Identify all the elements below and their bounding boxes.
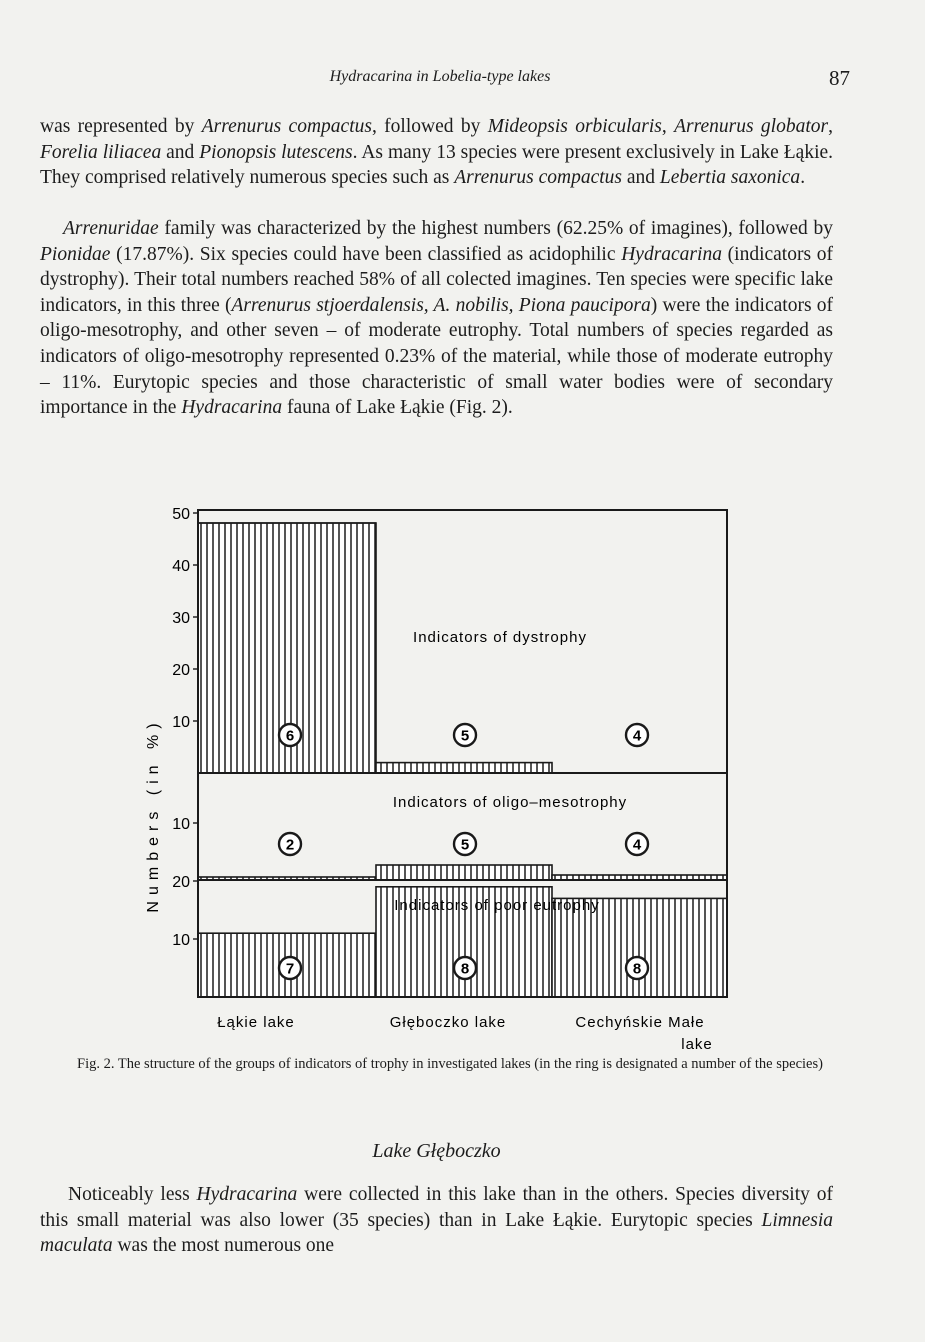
- italic-term: Pionopsis lutescens: [199, 141, 353, 163]
- body-paragraph-3: [40, 1182, 833, 1259]
- y-axis-title: Numbers (in %): [145, 717, 162, 913]
- text-run: ,: [661, 116, 675, 137]
- italic-term: Hydracarina: [621, 243, 722, 265]
- text-run: ) were the indicators of oligo-mesotrophy, and other seven – of moderate eutrophy. Total numbers of species regarded as indicators of oligo-mesotrophy represented 0.23% of the material, while those of moderate eutrophy – 11%. Eurytopic species and those characteristic of small water bodies were of secondary importance in the: [40, 294, 834, 419]
- text-run: was the most numerous one: [112, 1235, 335, 1257]
- text-run: ,: [828, 116, 833, 137]
- italic-term: Mideopsis orbicularis: [487, 116, 662, 137]
- species-count-label: 5: [460, 836, 470, 854]
- italic-term: Forelia liliacea: [40, 141, 162, 163]
- category-label-cont: lake: [681, 1036, 713, 1053]
- species-count-label: 7: [285, 960, 295, 978]
- category-label: Łąkie lake: [217, 1014, 295, 1031]
- category-label: Cechyńskie Małe: [575, 1014, 705, 1031]
- y-tick-label: 40: [172, 558, 190, 575]
- text-run: .: [800, 167, 806, 189]
- italic-term: Arrenurus globator: [674, 116, 829, 137]
- italic-term: Arrenuridae: [63, 218, 159, 239]
- bar-0-1: [376, 763, 552, 773]
- species-count-label: 4: [632, 727, 642, 745]
- y-tick-label: 20: [172, 662, 190, 679]
- italic-term: Pionidae: [40, 243, 111, 265]
- panel-label: Indicators of dystrophy: [413, 629, 587, 646]
- text-run: . As many 13 species were present exclusively in Lake Łąkie. They comprised relatively numerous species such as: [40, 141, 834, 189]
- species-count-label: 8: [460, 960, 470, 978]
- y-tick-label: 30: [172, 610, 190, 627]
- italic-term: Arrenurus compactus: [454, 167, 622, 189]
- panel-label: Indicators of oligo–mesotrophy: [392, 794, 628, 811]
- italic-term: Arrenurus stjoerdalensis, A. nobilis, Piona paucipora: [231, 294, 651, 316]
- species-count-label: 5: [460, 727, 470, 745]
- italic-term: Arrenurus compactus: [201, 116, 372, 137]
- running-title: Hydracarina in Lobelia-type lakes: [329, 68, 551, 85]
- y-tick-label: 20: [172, 874, 190, 891]
- text-run: family was characterized by the highest numbers (62.25% of imagines), followed by: [158, 218, 833, 239]
- text-run: and: [622, 167, 660, 189]
- italic-term: Lebertia saxonica: [659, 167, 801, 189]
- category-label: Głęboczko lake: [389, 1014, 507, 1031]
- italic-term: Hydracarina: [181, 397, 283, 419]
- text-run: fauna of Lake Łąkie (Fig. 2).: [282, 397, 513, 419]
- panel-label: Indicators of poor eutrophy: [394, 897, 600, 914]
- text-run: was represented by: [40, 116, 202, 137]
- y-tick-label: 50: [172, 506, 190, 523]
- y-tick-label: 10: [172, 932, 190, 949]
- species-count-label: 6: [285, 727, 295, 745]
- text-run: Noticeably less: [68, 1184, 197, 1205]
- bar-1-1: [376, 865, 552, 880]
- section-heading: Lake Głęboczko: [372, 1140, 501, 1162]
- italic-term: Limnesia maculata: [40, 1209, 833, 1257]
- text-run: and: [161, 141, 200, 163]
- text-run: were collected in this lake than in the others. Species diversity of this small material was also lower (35 species) than in Lake Łąkie. Eurytopic species: [40, 1184, 833, 1231]
- species-count-label: 2: [285, 836, 295, 854]
- species-count-label: 4: [632, 836, 642, 854]
- text-run: (17.87%). Six species could have been classified as acidophilic: [110, 243, 622, 265]
- species-count-label: 8: [632, 960, 642, 978]
- text-run: (indicators of dystrophy). Their total numbers reached 58% of all colected imagines. Ten species were specific lake indicators, in this three (: [40, 243, 833, 316]
- italic-term: Hydracarina: [196, 1184, 298, 1205]
- page-number: 87: [829, 66, 850, 90]
- y-tick-label: 10: [172, 816, 190, 833]
- text-run: , followed by: [371, 116, 488, 137]
- figure-caption: Fig. 2. The structure of the groups of indicators of trophy in investigated lakes (in the ring is designated a number of the species): [77, 1056, 823, 1072]
- y-tick-label: 10: [172, 714, 190, 731]
